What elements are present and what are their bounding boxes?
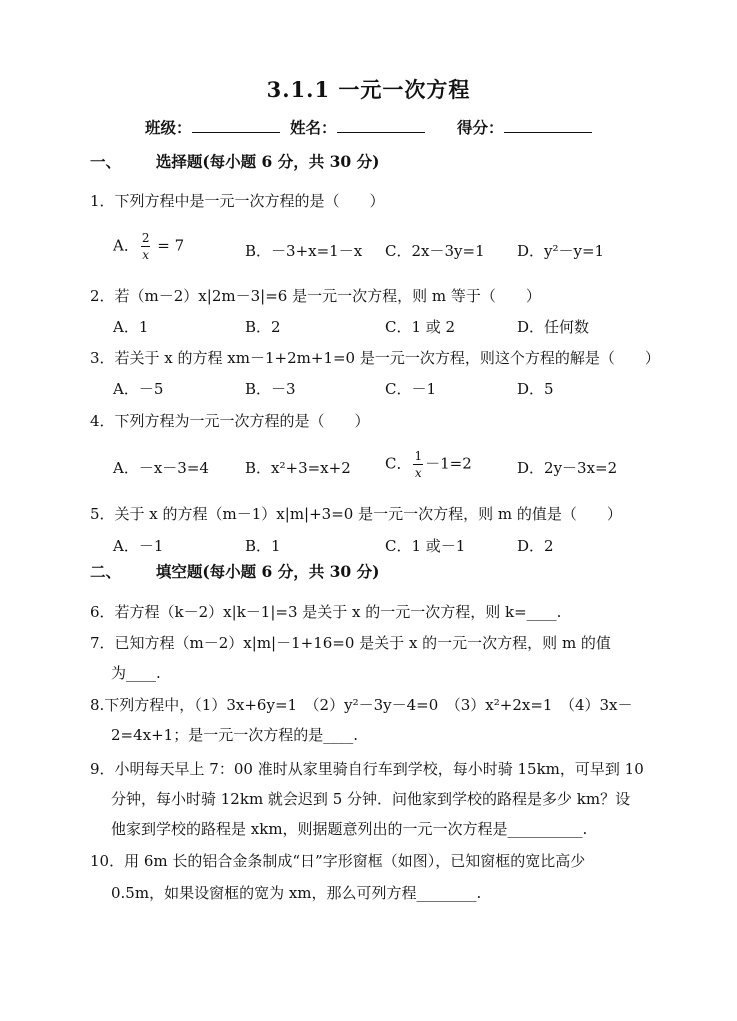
q4-option-c: C． $\frac{1}{x}$ －1=2 [385,449,472,480]
q4-option-b: B．x²+3=x+2 [245,459,351,477]
question-8-line-1: 8.下列方程中，（1）3x+6y=1 （2）y²－3y－4=0 （3）x²+2x=1 （4）3x－ [90,696,633,714]
question-6: 6．若方程（k－2）x|k－1|=3 是关于 x 的一元一次方程，则 k=____. [90,603,562,621]
score-label: 得分： [457,118,504,137]
section-number: 一、 [90,152,122,171]
q2-option-a: A．1 [113,318,149,336]
q3-option-a: A．－5 [113,380,164,398]
name-field [290,116,425,138]
q5-option-a: A．－1 [113,537,164,555]
question-8-line-2: 2=4x+1；是一元一次方程的是____. [111,726,358,744]
question-3: 3．若关于 x 的方程 xm－1+2m+1=0 是一元一次方程，则这个方程的解是（ ） [90,349,660,367]
q3-option-d: D．5 [517,380,554,398]
q1-option-b: B．－3+x=1－x [245,242,363,260]
score-field [457,116,592,138]
question-10-line-1: 10．用 6m 长的铝合金条制成“日”字形窗框（如图），已知窗框的宽比高少 [90,852,586,870]
q2-option-d: D．任何数 [517,318,590,336]
q5-option-b: B．1 [245,537,281,555]
q2-option-c: C．1 或 2 [385,318,456,336]
q3-option-c: C．－1 [385,380,437,398]
section-number: 二、 [90,562,122,581]
class-label: 班级： [145,118,192,137]
q3-option-b: B．－3 [245,380,296,398]
question-4: 4．下列方程为一元一次方程的是（ ） [90,412,370,430]
score-blank [504,118,592,133]
section-title: 填空题(每小题 6 分，共 30 分) [155,562,380,581]
q2-option-b: B．2 [245,318,281,336]
name-label: 姓名： [290,118,337,137]
q1-option-c: C．2x－3y=1 [385,242,485,260]
question-7-line-1: 7．已知方程（m－2）x|m|－1+16=0 是关于 x 的一元一次方程，则 m 的值 [90,634,611,652]
question-9-line-2: 分钟，每小时骑 12km 就会迟到 5 分钟．问他家到学校的路程是多少 km？设 [111,790,631,808]
fraction: $\frac{2}{x}$ [141,231,150,262]
q4-option-a: A．－x－3=4 [113,459,209,477]
q4-option-d: D．2y－3x=2 [517,459,618,477]
q1-option-a: A． $\frac{2}{x}$ = 7 [113,231,185,262]
q5-option-d: D．2 [517,537,554,555]
question-2: 2．若（m－2）x|2m－3|=6 是一元一次方程，则 m 等于（ ） [90,287,541,305]
class-blank [192,118,280,133]
question-9-line-1: 9．小明每天早上 7：00 准时从家里骑自行车到学校，每小时骑 15km，可早到 10 [90,760,644,778]
section-heading-choice [90,150,379,172]
name-blank [337,118,425,133]
q1-option-d: D．y²－y=1 [517,242,605,260]
question-1: 1．下列方程中是一元一次方程的是（ ） [90,192,385,210]
class-field [145,116,280,138]
question-7-line-2: 为____. [111,664,161,682]
q5-option-c: C．1 或－1 [385,537,466,555]
question-5: 5．关于 x 的方程（m－1）x|m|+3=0 是一元一次方程，则 m 的值是（ ） [90,505,622,523]
page-title: 3.1.1 一元一次方程 [266,77,471,102]
section-heading-fill [90,560,379,582]
question-9-line-3: 他家到学校的路程是 xkm，则据题意列出的一元一次方程是__________. [111,820,588,838]
section-title: 选择题(每小题 6 分，共 30 分) [155,152,380,171]
fraction: $\frac{1}{x}$ [414,449,423,480]
question-10-line-2: 0.5m，如果设窗框的宽为 xm，那么可列方程________. [111,884,482,902]
